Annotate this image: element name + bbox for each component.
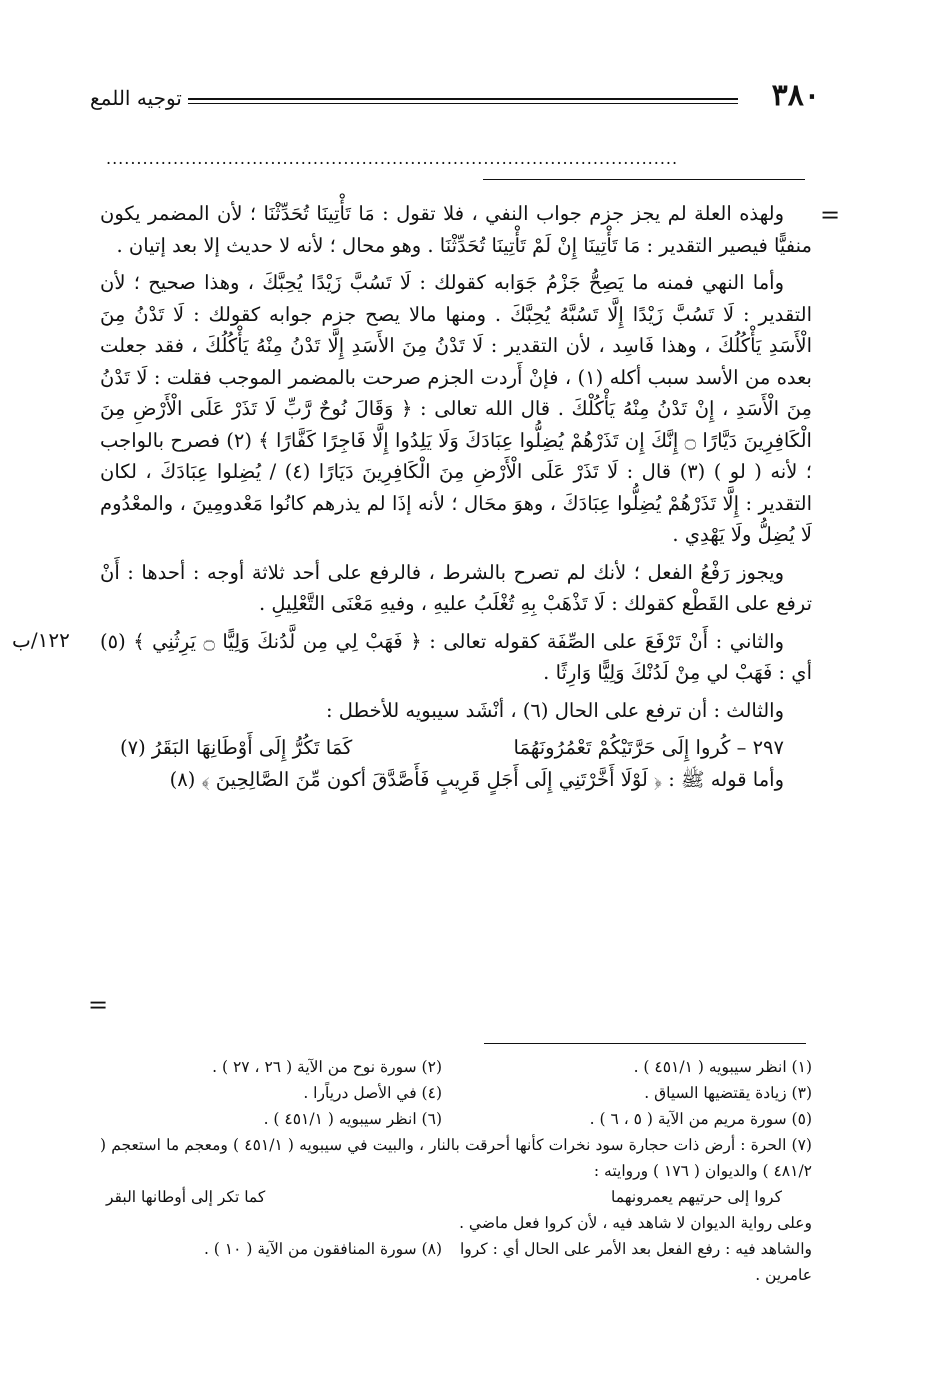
footnote-continuation: والشاهد فيه : رفع الفعل بعد الأمر على الحال أي : كروا عامرين . [459, 1240, 812, 1284]
paragraph: والثالث : أن ترفع على الحال (٦) ، أنْشَد سيبويه للأخطل : [326, 698, 784, 722]
footnote: (٢) سورة نوح من الآية ( ٢٦ ، ٢٧ ) . [212, 1058, 442, 1076]
footnotes [100, 1054, 812, 1288]
separator-dots: .............................................................................................. [106, 150, 679, 168]
separator-rule [483, 179, 805, 180]
paragraph: ولهذه العلة لم يجز جزم جواب النفي ، فلا تقول : مَا تَأْتِينَا تُحَدِّثْنَا ؛ لأن المضمر يكون منفيًّا فيصير التقدير : مَا تَأْتِينَا إِنْ لَمْ تَأْتِينَا تُحَدِّثْنَا . وهو محال ؛ لأنه لا حديث إلا بعد إتيان . [100, 202, 812, 257]
verse-second-hemistich: كما تكر إلى أوطانها البقر [106, 1188, 266, 1206]
header-rule [188, 98, 738, 100]
verse-second-hemistich: كَمَا تَكُرُّ إِلَى أَوْطَانِهَا البَقَرُ (٧) [120, 736, 353, 759]
footnote: (٥) سورة مريم من الآية ( ٥ ، ٦ ) . [589, 1110, 812, 1128]
header-rule-thin [188, 103, 738, 104]
main-text [100, 198, 812, 801]
footnote-row [100, 1080, 812, 1106]
footnote-verse [100, 1184, 812, 1210]
footnote-row [100, 1236, 812, 1288]
footnote: (١) انظر سيبويه ( ٤٥١/١ ) . [633, 1058, 812, 1076]
footnote-row [100, 1106, 812, 1132]
manuscript-folio-marker: ١٢٢/ب [12, 628, 70, 652]
paragraph: وأما النهي فمنه ما يَصِحُّ جَزْمُ جَوَابه كقولك : لَا تَسُبَّ زَيْدًا يُحِبَّكَ ، وهذا صحيح ؛ لأن التقدير : لَا تَسُبَّ زَيْدًا إِلَّا تَسُبَّهُ يُحِبَّكَ . ومنها مالا يصح جزم جوابه كقولك : لَا تَدْنُ مِنَ الْأَسَدِ يَأْكُلُكَ ، وهذا فَاسِد ، لأن التقدير : لَا تَدْنُ مِنَ الأَسَدِ إِلَّا تَدْنُ مِنْهُ يَأْكُلُكَ ، فقد جعلت بعده من الأسد سبب أكله (١) ، فإنْ أَردت الجزم صرحت بالمضمر الموجب فقلت : لَا تَدْنُ مِنَ الْأَسَدِ ، إِنْ تَدْنُ مِنْهُ يَأْكُلْكَ . قال الله تعالى : ﴿ وَقَالَ نُوحٌ رَّبِّ لَا تَذَرْ عَلَى الْأَرْضِ مِنَ الْكَافِرِينَ دَيَّارًا ۝ إِنَّكَ إِن تَذَرْهُمْ يُضِلُّوا عِبَادَكَ وَلَا يَلِدُوا إِلَّا فَاجِرًا كَفَّارًا ﴾ (٢) فصرح بالواجب ؛ لأنه ( لو ) (٣) قال : لَا تَذَرْ عَلَى الْأَرْضِ مِنَ الْكَافِرِينَ دَيَارًا (٤) / يُضِلوا عِبَادَكَ ، لكان التقدير : إِلَّا تَذَرْهُمْ يُضِلُّوا عِبَادَكَ ، وهوَ محَال ؛ لأنه إذَا لم يذرهم كانُوا مَعْدومِينَ ، والمعْدُوم لَا يُضِلُّ ولَا يَهْدِي . [100, 271, 812, 546]
footnote: (٦) انظر سيبويه ( ٤٥١/١ ) . [263, 1110, 442, 1128]
continuation-mark-bottom: = [88, 991, 109, 1019]
page-header [80, 78, 820, 118]
footnote: (٤) في الأصل درياًرا . [303, 1084, 442, 1102]
poetry-verse [100, 732, 812, 764]
paragraph: ويجوز رَفْعُ الفعل ؛ لأنك لم تصرح بالشرط ، فالرفع على أحد ثلاثة أوجه : أحدها : أَنْ ترفع على القَطْع كقولك : لَا تَذْهَبْ بِهِ تُغْلَبُ عليهِ ، وفيهِ مَعْنَى التَّعْلِيلِ . [100, 560, 812, 615]
paragraph: والثاني : أَنْ تَرْفَعَ على الصِّفَة كقوله تعالى : ﴿ فَهَبْ لِي مِن لَّدُنكَ وَلِيًّا ۝ يَرِثُنِي ﴾ (٥) أي : فَهَبْ لي مِنْ لَدُنْكَ وَلِيًّا وَارِثًا . [100, 629, 812, 684]
paragraph: وأما قوله ﷺ : ﴿ لَوْلَا أَخَّرْتَنِي إِلَى أَجَلٍ قَرِيبٍ فَأَصَّدَّقَ أكون مِّنَ الصَّالِحِينَ ﴾ (٨) [169, 767, 784, 791]
footnote-rule [484, 1043, 806, 1044]
verse-first-hemistich: ٢٩٧ – كُروا إِلَى حَرَّتَيْكُمْ تَعْمُرُونَهُمَا [513, 736, 784, 759]
footnote-row [100, 1054, 812, 1080]
verse-first-hemistich: كروا إلى حرتيهم يعمرونهما [611, 1188, 782, 1206]
page-number: ٣٨٠ [771, 78, 820, 113]
running-title: توجيه اللمع [90, 86, 182, 110]
footnote-continuation: وعلى رواية الديوان لا شاهد فيه ، لأن كروا فعل ماضي . [459, 1214, 812, 1232]
footnote: (٨) سورة المنافقون من الآية ( ١٠ ) . [203, 1240, 442, 1258]
footnote: (٣) زيادة يقتضيها السياق . [644, 1084, 812, 1102]
continuation-mark-top: = [820, 201, 841, 229]
footnote: (٧) الحرة : أرض ذات حجارة سود نخرات كأنها أحرقت بالنار ، والبيت في سيبويه ( ٤٥١/١ ) ومعجم ما استعجم ( ٤٨١/٢ ) والديوان ( ١٧٦ ) وروايته : [100, 1136, 812, 1180]
